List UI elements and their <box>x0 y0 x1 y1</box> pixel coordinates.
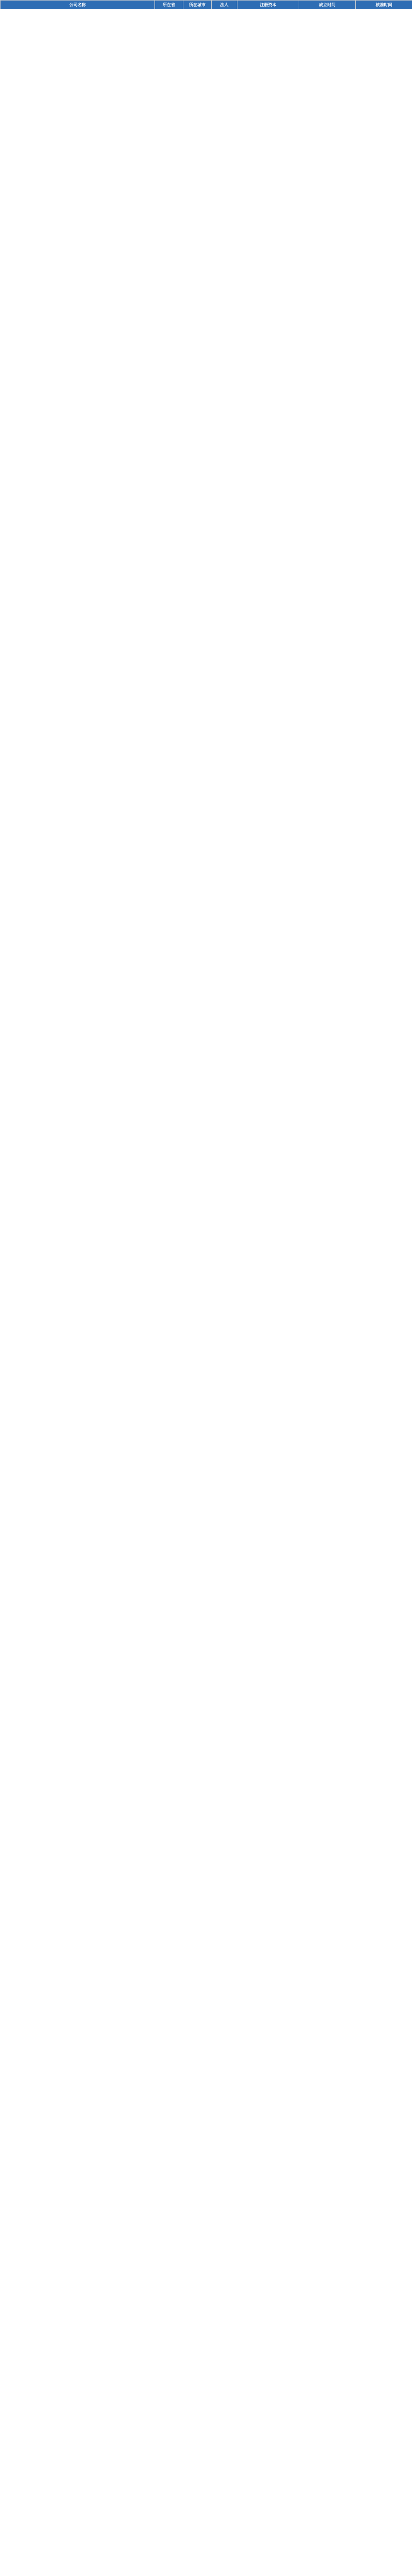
column-header-company-name: 公司名称 <box>1 1 155 9</box>
column-header-registered-capital: 注册资本 <box>237 1 299 9</box>
column-header-approval-date: 核准时间 <box>356 1 412 9</box>
column-header-city: 所在城市 <box>183 1 212 9</box>
column-header-established-date: 成立时间 <box>299 1 356 9</box>
column-header-province: 所在省 <box>155 1 183 9</box>
column-header-legal-person: 法人 <box>212 1 237 9</box>
company-table <box>0 0 412 9</box>
table-header-row <box>1 1 412 9</box>
